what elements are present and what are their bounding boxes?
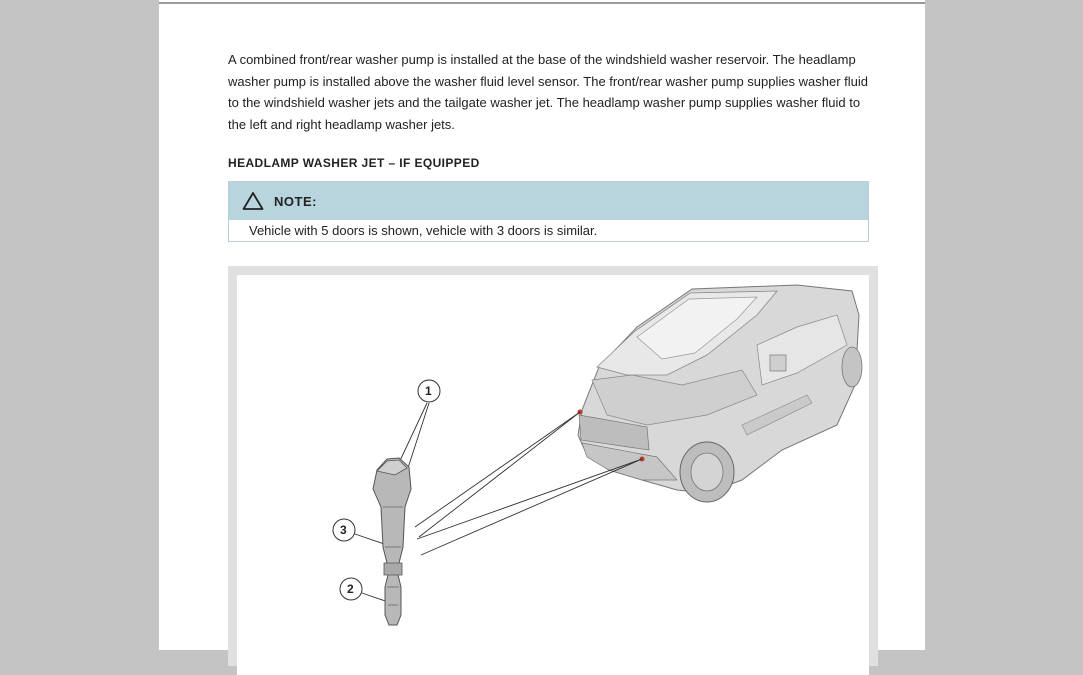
note-label: NOTE: <box>274 193 317 209</box>
washer-jet-illustration <box>237 275 869 675</box>
note-text: Vehicle with 5 doors is shown, vehicle with 3 doors is similar. <box>249 223 598 238</box>
top-divider <box>159 2 925 4</box>
callout-2 <box>340 578 362 600</box>
svg-text:1: 1 <box>425 384 432 398</box>
callout-1 <box>418 380 440 402</box>
intro-paragraph: A combined front/rear washer pump is installed at the base of the windshield washer reservoir. The headlamp washer pump is installed above the washer fluid level sensor. The front/rear washer pump supplies washer fluid to the windshield washer jets and the tailgate washer jet. The headlamp washer pump supplies washer fluid to the left and right headlamp washer jets. <box>228 52 868 133</box>
washer-jet-component <box>373 458 411 625</box>
document-page <box>159 0 925 650</box>
figure-frame <box>228 266 878 666</box>
section-heading: HEADLAMP WASHER JET – IF EQUIPPED <box>228 156 480 170</box>
vehicle-illustration <box>578 285 863 502</box>
note-header <box>229 182 868 220</box>
note-box <box>228 181 869 242</box>
warning-triangle-icon <box>242 191 264 211</box>
svg-text:2: 2 <box>347 582 354 596</box>
svg-text:3: 3 <box>340 523 347 537</box>
callout-3 <box>333 519 355 541</box>
figure-canvas <box>237 275 869 675</box>
